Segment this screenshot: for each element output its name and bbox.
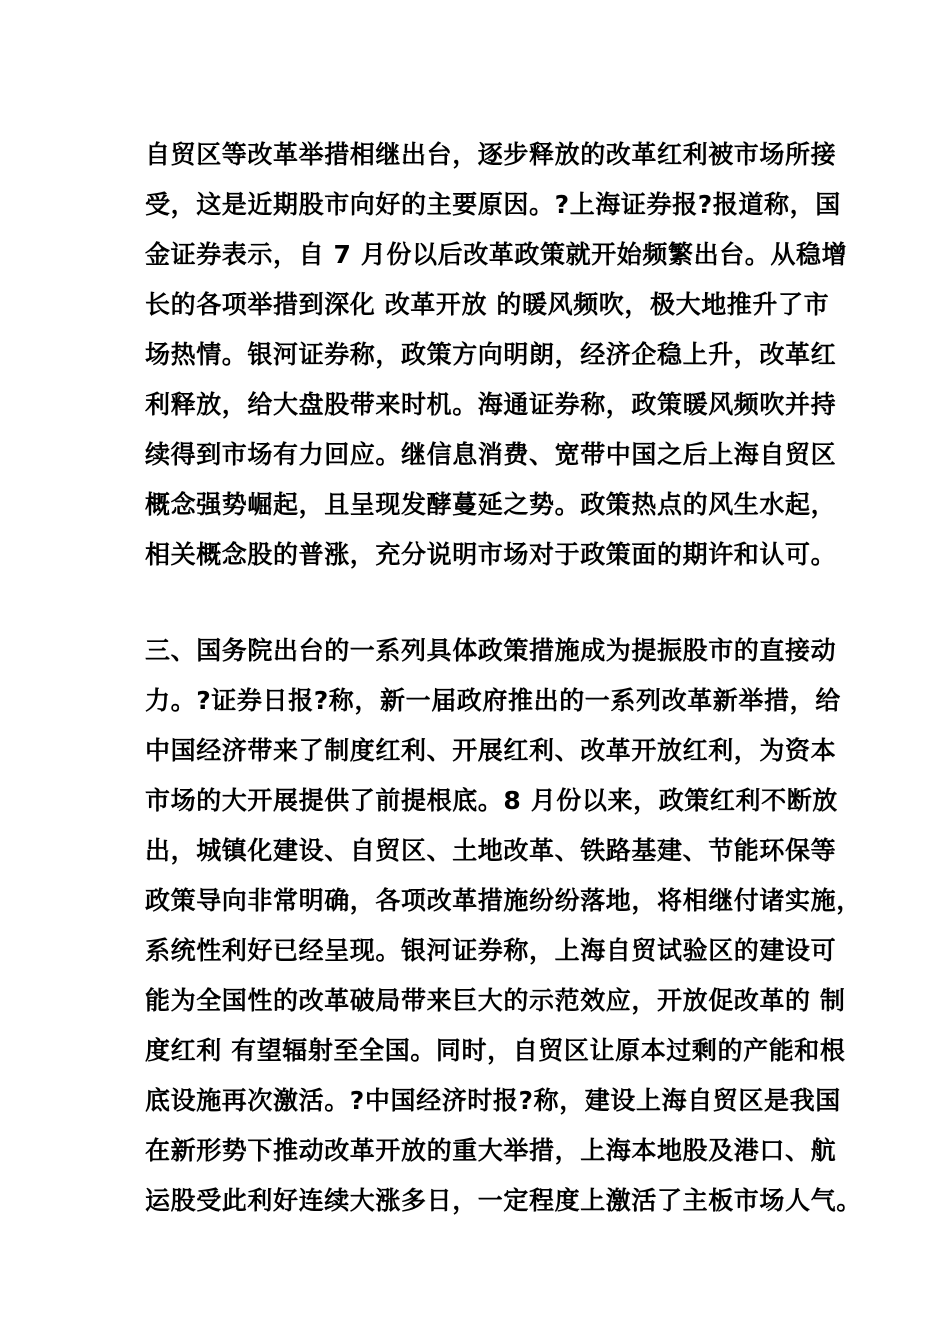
text-line: 续得到市场有力回应。继信息消费、宽带中国之后上海自贸区: [145, 440, 837, 469]
text-line: 场热情。银河证券称，政策方向明朗，经济企稳上升，改革红: [145, 340, 837, 369]
text-line: 市场的大开展提供了前提根底。8 月份以来，政策红利不断放: [145, 786, 838, 815]
text-line: 能为全国性的改革破局带来巨大的示范效应，开放促改革的 制: [145, 986, 846, 1015]
text-line: 三、国务院出台的一系列具体政策措施成为提振股市的直接动: [145, 636, 837, 665]
text-line: 利释放，给大盘股带来时机。海通证券称，政策暖风频吹并持: [145, 390, 837, 419]
text-line: 底设施再次激活。?中国经济时报?称，建设上海自贸区是我国: [145, 1086, 841, 1115]
paragraph-1: [145, 130, 848, 580]
text-line: 概念强势崛起，且呈现发酵蔓延之势。政策热点的风生水起，: [145, 490, 837, 519]
text-line: 金证券表示，自 7 月份以后改革政策就开始频繁出台。从稳增: [145, 240, 848, 269]
text-line: 受，这是近期股市向好的主要原因。?上海证券报?报道称，国: [145, 190, 841, 219]
text-line: 出，城镇化建设、自贸区、土地改革、铁路基建、节能环保等: [145, 836, 837, 865]
text-line: 自贸区等改革举措相继出台，逐步释放的改革红利被市场所接: [145, 140, 837, 169]
text-line: 相关概念股的普涨，充分说明市场对于政策面的期许和认可。: [145, 540, 837, 569]
text-line: 度红利 有望辐射至全国。同时，自贸区让原本过剩的产能和根: [145, 1036, 846, 1065]
text-line: 运股受此利好连续大涨多日，一定程度上激活了主板市场人气。: [145, 1186, 862, 1215]
paragraph-2: [145, 626, 862, 1226]
text-line: 政策导向非常明确，各项改革措施纷纷落地，将相继付诸实施，: [145, 886, 862, 915]
text-line: 在新形势下推动改革开放的重大举措，上海本地股及港口、航: [145, 1136, 837, 1165]
text-line: 系统性利好已经呈现。银河证券称，上海自贸试验区的建设可: [145, 936, 837, 965]
text-line: 中国经济带来了制度红利、开展红利、改革开放红利，为资本: [145, 736, 837, 765]
text-line: 力。?证券日报?称，新一届政府推出的一系列改革新举措，给: [145, 686, 841, 715]
text-line: 长的各项举措到深化 改革开放 的暖风频吹，极大地推升了市: [145, 290, 830, 319]
